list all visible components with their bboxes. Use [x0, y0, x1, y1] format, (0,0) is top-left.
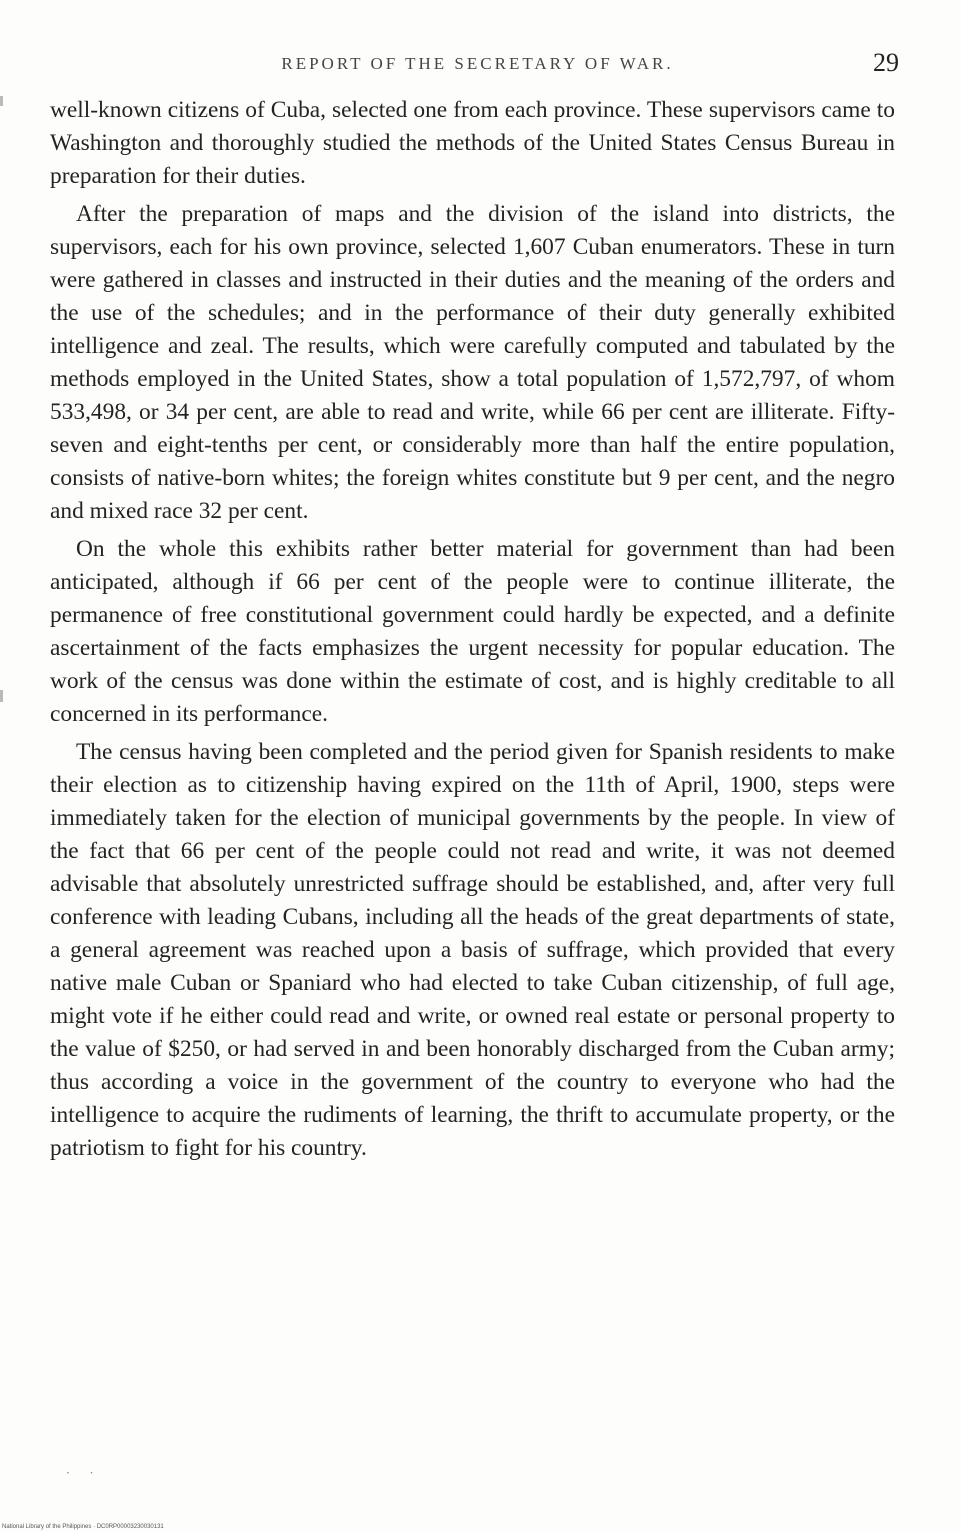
paragraph-1: well-known citizens of Cuba, selected one from each province. These supervisors came to Washington and thoroughly studied the methods of the United States Census Bureau in preparation for their duties.	[50, 97, 895, 189]
paragraph-3: On the whole this exhibits rather better material for government than had been anticipated, although if 66 per cent of the people were to continue illiterate, the permanence of free constitutional government could hardly be expected, and a definite ascertainment of the facts emphasizes the urgent necessity for popular education. The work of the census was done within the estimate of cost, and is highly creditable to all concerned in its performance.	[50, 536, 895, 727]
scan-edge-mark	[0, 690, 3, 702]
paragraph-4: The census having been completed and the period given for Spanish residents to make their election as to citizenship having expired on the 11th of April, 1900, steps were immediately taken for the election of municipal governments by the people. In view of the fact that 66 per cent of the people could not read and write, it was not deemed advisable that absolutely unrestricted suffrage should be established, and, after very full conference with leading Cubans, including all the heads of the great departments of state, a general agreement was reached upon a basis of suffrage, which provided that every native male Cuban or Spaniard who had elected to take Cuban citizenship, of full age, might vote if he either could read and write, or owned real estate or personal property to the value of $250, or had served in and been honorably discharged from the Cuban army; thus according a voice in the government of the country to everyone who had the intelligence to acquire the rudiments of learning, the thrift to accumulate property, or the patriotism to fight for his country.	[50, 739, 895, 1161]
scan-specks: · ·	[66, 1466, 102, 1480]
page-number: 29	[873, 48, 899, 77]
running-head: REPORT OF THE SECRETARY OF WAR.	[281, 54, 674, 73]
paragraph-2: After the preparation of maps and the division of the island into districts, the supervisors, each for his own province, selected 1,607 Cuban enumerators. These in turn were gathered in classes and instructed in their duties and the meaning of the orders and the use of the schedules; and in the performance of their duty generally exhibited intelligence and zeal. The results, which were carefully computed and tabulated by the methods employed in the United States, show a total population of 1,572,797, of whom 533,498, or 34 per cent, are able to read and write, while 66 per cent are illiterate. Fifty-seven and eight-tenths per cent, or considerably more than half the entire population, consists of native-born whites; the foreign whites constitute but 9 per cent, and the negro and mixed race 32 per cent.	[50, 201, 895, 524]
library-credit: National Library of the Philippines · DC0RP00003230030131	[2, 1524, 164, 1530]
scan-edge-mark	[0, 96, 3, 106]
page-header	[50, 50, 905, 80]
body-text	[50, 94, 895, 1165]
